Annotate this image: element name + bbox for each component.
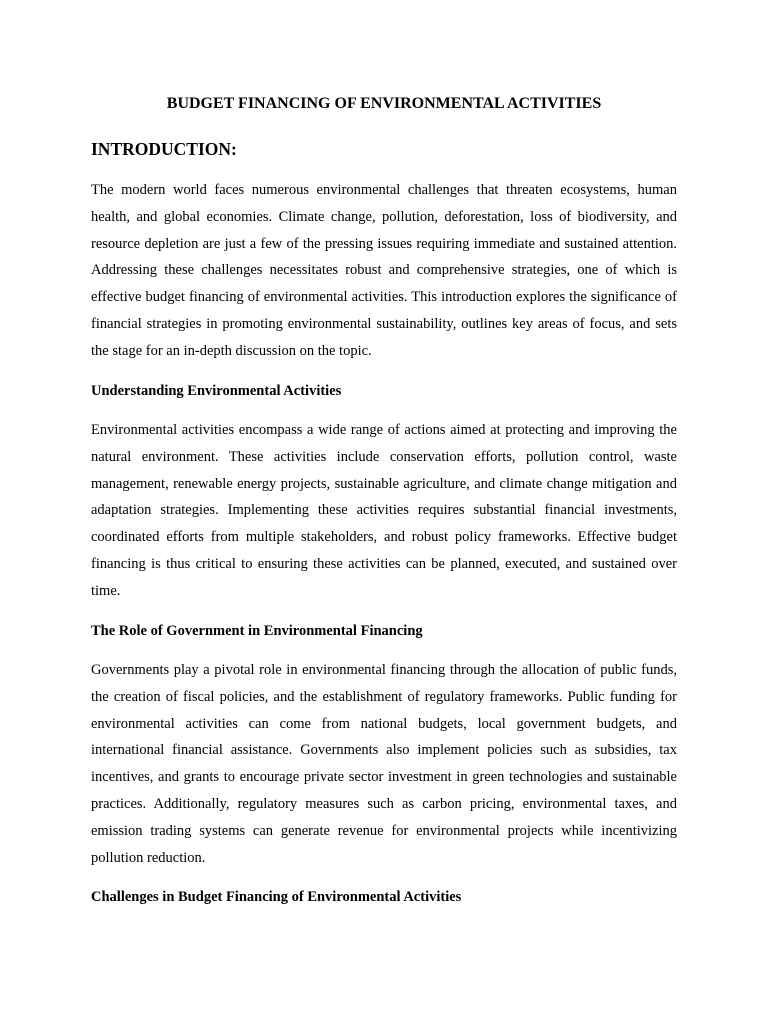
section-paragraph-understanding: Environmental activities encompass a wide range of actions aimed at protecting and improving the natural environment. These activities include conservation efforts, pollution control, waste management, renewable energy projects, sustainable agriculture, and climate change mitigation and adaptation strategies. Implementing these activities requires substantial financial investments, coordinated efforts from multiple stakeholders, and robust policy frameworks. Effective budget financing is thus critical to ensuring these activities can be planned, executed, and sustained over time.: [91, 422, 677, 599]
section-heading-understanding: Understanding Environmental Activities: [91, 383, 342, 399]
section-heading-challenges: Challenges in Budget Financing of Environmental Activities: [91, 889, 462, 905]
section-paragraph-government-role: Governments play a pivotal role in environmental financing through the allocation of public funds, the creation of fiscal policies, and the establishment of regulatory frameworks. Public funding for environmental activities can come from national budgets, local government budgets, and international financial assistance. Governments also implement policies such as subsidies, tax incentives, and grants to encourage private sector investment in green technologies and sustainable practices. Additionally, regulatory measures such as carbon pricing, environmental taxes, and emission trading systems can generate revenue for environmental projects while incentivizing pollution reduction.: [91, 662, 677, 866]
document-title: BUDGET FINANCING OF ENVIRONMENTAL ACTIVITIES: [166, 95, 602, 112]
section-heading-government-role: The Role of Government in Environmental Financing: [91, 623, 423, 639]
introduction-paragraph: The modern world faces numerous environmental challenges that threaten ecosystems, human health, and global economies. Climate change, pollution, deforestation, loss of biodiversity, and resource depletion are just a few of the pressing issues requiring immediate and sustained attention. Addressing these challenges necessitates robust and comprehensive strategies, one of which is effective budget financing of environmental activities. This introduction explores the significance of financial strategies in promoting environmental sustainability, outlines key areas of focus, and sets the stage for an in-depth discussion on the topic.: [91, 182, 677, 359]
introduction-heading: INTRODUCTION:: [91, 139, 237, 159]
